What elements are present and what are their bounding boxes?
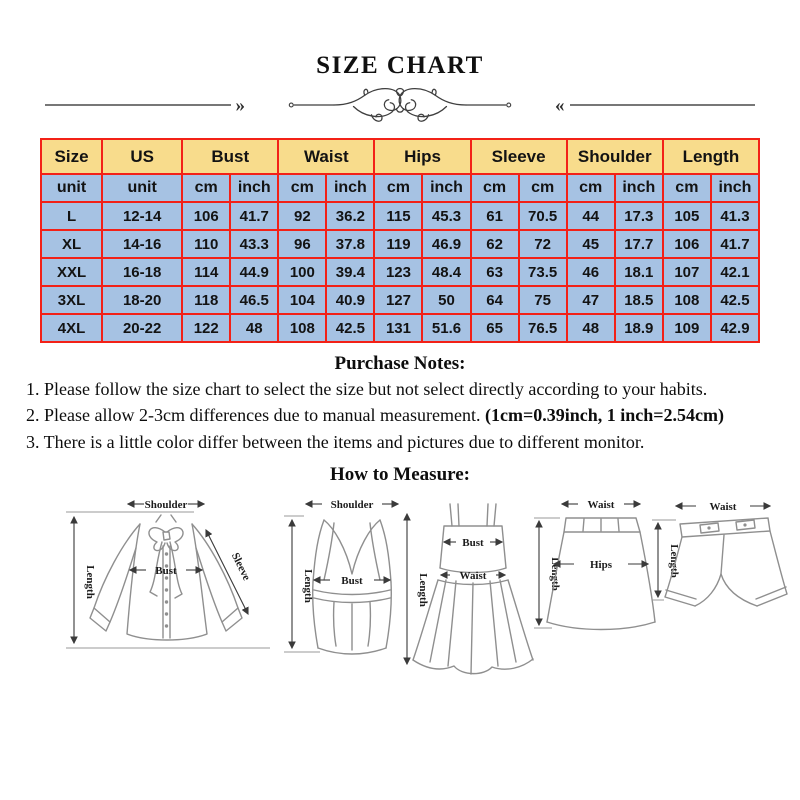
- label-bust: Bust: [462, 537, 484, 550]
- dress-outline: [413, 504, 533, 674]
- unit-cell: inch: [711, 174, 759, 202]
- table-cell: 48: [567, 314, 615, 342]
- purchase-note-2: [26, 404, 780, 427]
- col-header-sleeve: Sleeve: [471, 139, 567, 174]
- table-cell: 115: [374, 202, 422, 230]
- label-bust: Bust: [155, 565, 177, 578]
- table-cell: 123: [374, 258, 422, 286]
- unit-cell: inch: [230, 174, 278, 202]
- table-cell: 64: [471, 286, 519, 314]
- size-cell: 4XL: [41, 314, 102, 342]
- divider-line-right: [570, 104, 756, 106]
- table-cell: 44.9: [230, 258, 278, 286]
- unit-cell: cm: [278, 174, 326, 202]
- size-cell: XL: [41, 230, 102, 258]
- size-cell: XXL: [41, 258, 102, 286]
- table-cell: 51.6: [422, 314, 470, 342]
- table-row: [41, 258, 759, 286]
- purchase-note-3: 3. There is a little color differ between the items and pictures due to different monitor.: [26, 431, 645, 452]
- unit-cell: unit: [41, 174, 102, 202]
- table-cell: 18.9: [615, 314, 663, 342]
- col-header-length: Length: [663, 139, 759, 174]
- purchase-note-2-text: 2. Please allow 2-3cm differences due to manual measurement.: [26, 405, 486, 426]
- flourish-ornament-icon: [250, 84, 550, 126]
- page-title: SIZE CHART: [316, 52, 484, 79]
- table-cell: 127: [374, 286, 422, 314]
- table-cell: 41.7: [711, 230, 759, 258]
- unit-cell: inch: [326, 174, 374, 202]
- table-cell: 17.3: [615, 202, 663, 230]
- table-cell: 44: [567, 202, 615, 230]
- table-cell: 45: [567, 230, 615, 258]
- table-cell: 104: [278, 286, 326, 314]
- skirt-outline: [547, 518, 655, 630]
- col-header-shoulder: Shoulder: [567, 139, 663, 174]
- table-cell: 109: [663, 314, 711, 342]
- measure-diagram-skirt: [530, 490, 670, 655]
- table-cell: 47: [567, 286, 615, 314]
- table-cell: 70.5: [519, 202, 567, 230]
- label-shoulder: Shoulder: [144, 499, 188, 512]
- table-cell: 42.5: [711, 286, 759, 314]
- table-cell: 92: [278, 202, 326, 230]
- purchase-note-2-conversion: (1cm=0.39inch, 1 inch=2.54cm): [485, 405, 725, 426]
- table-cell: 108: [278, 314, 326, 342]
- label-bust: Bust: [341, 575, 363, 588]
- measure-diagrams: [0, 490, 800, 685]
- label-length: Length: [84, 565, 96, 599]
- label-length: Length: [417, 573, 429, 607]
- table-cell: 62: [471, 230, 519, 258]
- table-cell: 39.4: [326, 258, 374, 286]
- table-cell: 100: [278, 258, 326, 286]
- table-cell: 16-18: [102, 258, 182, 286]
- measure-diagram-dress: [398, 490, 548, 682]
- unit-cell: unit: [102, 174, 182, 202]
- table-cell: 76.5: [519, 314, 567, 342]
- vest-outline: [313, 520, 392, 654]
- table-cell: 46: [567, 258, 615, 286]
- table-cell: 46.5: [230, 286, 278, 314]
- blouse-buttons: [165, 552, 168, 627]
- table-cell: 17.7: [615, 230, 663, 258]
- table-cell: 107: [663, 258, 711, 286]
- col-header-size: Size: [41, 139, 102, 174]
- measure-diagram-blouse: [44, 490, 279, 672]
- unit-cell: inch: [615, 174, 663, 202]
- label-length: Length: [668, 544, 680, 578]
- table-cell: 50: [422, 286, 470, 314]
- label-hips: Hips: [589, 559, 613, 572]
- table-cell: 61: [471, 202, 519, 230]
- table-cell: 63: [471, 258, 519, 286]
- col-header-bust: Bust: [182, 139, 278, 174]
- table-cell: 18.1: [615, 258, 663, 286]
- table-cell: 118: [182, 286, 230, 314]
- size-cell: 3XL: [41, 286, 102, 314]
- table-cell: 48.4: [422, 258, 470, 286]
- table-cell: 43.3: [230, 230, 278, 258]
- table-cell: 131: [374, 314, 422, 342]
- table-cell: 45.3: [422, 202, 470, 230]
- col-header-hips: Hips: [374, 139, 470, 174]
- size-cell: L: [41, 202, 102, 230]
- table-cell: 20-22: [102, 314, 182, 342]
- table-cell: 14-16: [102, 230, 182, 258]
- chevrons-left-icon: «: [555, 94, 565, 116]
- purchase-note-1: 1. Please follow the size chart to select the size but not select directly according to your habits.: [26, 379, 708, 399]
- table-cell: 37.8: [326, 230, 374, 258]
- label-sleeve: Sleeve: [228, 551, 253, 583]
- table-cell: 18-20: [102, 286, 182, 314]
- label-length: Length: [549, 557, 561, 591]
- table-cell: 42.1: [711, 258, 759, 286]
- table-cell: 42.5: [326, 314, 374, 342]
- table-cell: 42.9: [711, 314, 759, 342]
- label-waist: Waist: [459, 570, 487, 583]
- unit-cell: cm: [182, 174, 230, 202]
- size-chart-table: [40, 138, 760, 343]
- how-to-measure-heading: How to Measure:: [329, 464, 470, 486]
- col-header-waist: Waist: [278, 139, 374, 174]
- table-row: [41, 230, 759, 258]
- table-cell: 73.5: [519, 258, 567, 286]
- table-cell: 106: [663, 230, 711, 258]
- unit-cell: inch: [422, 174, 470, 202]
- table-cell: 40.9: [326, 286, 374, 314]
- table-cell: 96: [278, 230, 326, 258]
- label-waist: Waist: [587, 499, 615, 512]
- table-cell: 114: [182, 258, 230, 286]
- unit-cell: cm: [567, 174, 615, 202]
- label-waist: Waist: [709, 501, 737, 514]
- table-cell: 72: [519, 230, 567, 258]
- unit-cell: cm: [471, 174, 519, 202]
- table-cell: 48: [230, 314, 278, 342]
- table-cell: 75: [519, 286, 567, 314]
- table-cell: 119: [374, 230, 422, 258]
- table-cell: 108: [663, 286, 711, 314]
- table-cell: 41.7: [230, 202, 278, 230]
- table-cell: 41.3: [711, 202, 759, 230]
- shorts-outline: [665, 518, 787, 606]
- unit-cell: cm: [374, 174, 422, 202]
- table-cell: 122: [182, 314, 230, 342]
- table-cell: 65: [471, 314, 519, 342]
- table-cell: 106: [182, 202, 230, 230]
- table-header-row: [41, 139, 759, 174]
- table-row: [41, 286, 759, 314]
- table-cell: 46.9: [422, 230, 470, 258]
- table-row: [41, 202, 759, 230]
- table-cell: 12-14: [102, 202, 182, 230]
- divider-line-left: [45, 104, 231, 106]
- measure-diagram-shorts: [650, 490, 795, 642]
- unit-cell: cm: [519, 174, 567, 202]
- label-length: Length: [302, 569, 314, 603]
- table-cell: 105: [663, 202, 711, 230]
- purchase-notes-heading: Purchase Notes:: [334, 353, 466, 374]
- table-cell: 36.2: [326, 202, 374, 230]
- table-cell: 110: [182, 230, 230, 258]
- label-shoulder: Shoulder: [330, 499, 374, 512]
- ornamental-divider: [45, 84, 755, 126]
- unit-row: [41, 174, 759, 202]
- chevrons-right-icon: »: [235, 94, 245, 116]
- col-header-us: US: [102, 139, 182, 174]
- table-cell: 18.5: [615, 286, 663, 314]
- unit-cell: cm: [663, 174, 711, 202]
- table-row: [41, 314, 759, 342]
